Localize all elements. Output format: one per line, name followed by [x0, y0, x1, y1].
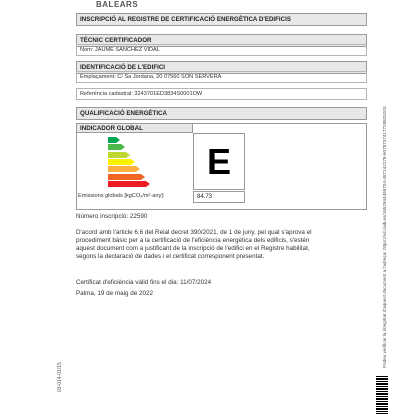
body-line: procediment bàsic per a la certificació de l'eficiència energètica dels edificis, s'estén [76, 237, 310, 244]
emissions-value: 84.73 [193, 191, 245, 203]
energy-scale [78, 135, 191, 189]
edifici-heading: IDENTIFICACIÓ DE L'EDIFICI [76, 61, 367, 74]
indicator-heading: INDICADOR GLOBAL [76, 123, 193, 133]
tecnic-heading: TÈCNIC CERTIFICADOR [76, 34, 367, 47]
footer-code: 03-014-01/15 [57, 362, 63, 392]
body-paragraph [76, 229, 368, 261]
scale-arrow-g [108, 181, 146, 187]
energy-grade: E [206, 140, 231, 182]
edifici-address: Emplaçament: C/ Sa Jordana, 20 07560 SON SERVERA [76, 71, 367, 83]
scale-arrow-b [108, 144, 121, 150]
scale-arrow-c [108, 152, 126, 158]
emissions-label: Emissions globals [kgCO₂/m²·any]: [78, 193, 165, 199]
body-line: D'acord amb l'article 6.6 del Reial decret 390/2021, de 1 de juny, pel qual s'aprova el [76, 229, 312, 236]
body-line: segons la declaració de dades i el certificat corresponent presentat. [76, 253, 265, 260]
verification-url: Podeu verificar la integritat d'aquest document a l'adreça: https://vd.caib.es/1652944459704-487142278-6078737417728825203 [382, 106, 387, 368]
barcode-icon [376, 376, 388, 414]
tecnic-name: Nom: JAUME SANCHEZ VIDAL [76, 44, 367, 56]
document-title: INSCRIPCIÓ AL REGISTRE DE CERTIFICACIÓ ENERGÈTICA D'EDIFICIS [76, 13, 367, 26]
validity-line: Certificat d'eficiència vàlid fins el dia: 11/07/2024 [76, 279, 212, 286]
place-date: Palma, 19 de maig de 2022 [76, 290, 154, 297]
scale-arrow-f [108, 174, 141, 180]
body-line: aquest document com a justificant de la inscripció de l'edifici en el Registre habilitat, [76, 245, 310, 252]
brand-logo: BALEARS [96, 0, 139, 9]
qualificacio-heading: QUALIFICACIÓ ENERGÈTICA [76, 107, 367, 120]
registration-number: Número inscripció: 22590 [76, 213, 148, 220]
scale-arrow-e [108, 166, 136, 172]
scale-arrow-d [108, 159, 131, 165]
edifici-cadastral: Referència cadastral: 3243701ED3834S0001OW [76, 88, 367, 100]
grade-box [193, 133, 245, 190]
scale-arrow-a [108, 137, 116, 143]
